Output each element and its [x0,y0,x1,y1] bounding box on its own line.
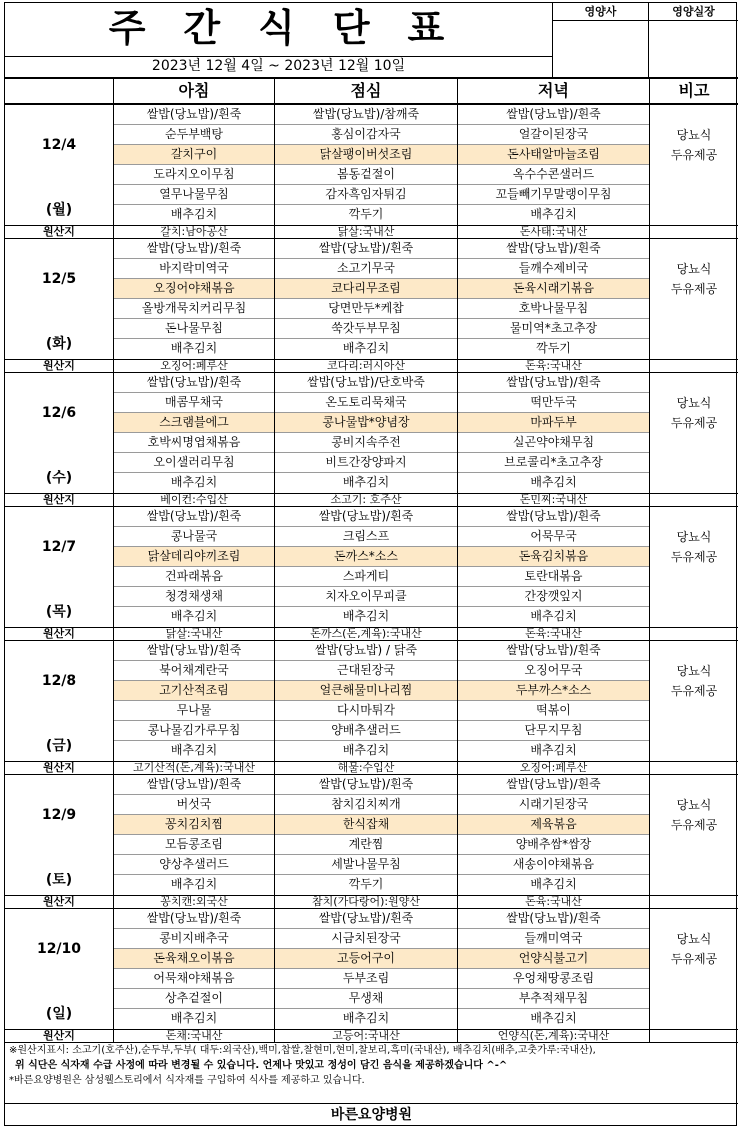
origin-row [5,359,738,373]
dinner-column [457,105,649,225]
dinner-menu-item: 시래기된장국 [458,795,649,815]
origin-row [5,627,738,641]
column-header-label [5,77,113,105]
lunch-menu-item: 콩비지속주전 [275,433,457,453]
note-item [650,641,738,661]
day-block [5,239,738,373]
breakfast-column [113,373,274,493]
dinner-menu-item: 배추김치 [530,609,577,623]
dinner-menu-item: 배추김치 [530,475,577,489]
day-label-cell [5,909,113,1029]
breakfast-menu-item: 오징어야채볶음 [114,279,274,299]
origin-row [5,761,738,775]
dinner-column [457,507,649,627]
note-item [650,909,738,929]
lunch-menu-item: 당면만두*케찹 [275,299,457,319]
origin-dinner: 돈육:국내산 [457,896,649,909]
origin-lunch: 돈까스(돈,계육):국내산 [274,628,457,641]
day-block [5,909,738,1043]
breakfast-menu-item: 열무나물무침 [114,185,274,205]
origin-label: 원산지 [43,1029,75,1042]
dinner-menu-item: 돈사태알마늘조림 [458,145,649,165]
dinner-menu-item: 떡만두국 [458,393,649,413]
origin-lunch: 고등어:국내산 [274,1030,457,1043]
dinner-menu-item: 토란대볶음 [458,567,649,587]
origin-note-empty [649,762,738,775]
lunch-column [274,239,457,359]
breakfast-column [113,239,274,359]
dinner-menu-item: 꼬들빼기무말랭이무침 [458,185,649,205]
origin-breakfast: 닭살:국내산 [113,628,274,641]
lunch-menu-item: 배추김치 [342,743,390,757]
lunch-menu-item: 쌀밥(당뇨밥)/흰죽 [275,239,457,259]
origin-label: 원산지 [43,225,75,238]
lunch-menu-item: 배추김치 [342,341,390,355]
lunch-menu-item: 봄동겉절이 [275,165,457,185]
breakfast-menu-item: 어묵채야채볶음 [114,969,274,989]
dinner-menu-item: 쌀밥(당뇨밥)/흰죽 [458,775,649,795]
origin-dinner: 돈육:국내산 [457,628,649,641]
breakfast-menu-item: 오이샐러리무침 [114,453,274,473]
note-item: 두유제공 [670,550,718,564]
dinner-menu-item: 돈육시래기볶음 [458,279,649,299]
breakfast-menu-item: 콩나물김가루무침 [114,721,274,741]
day-block [5,641,738,775]
day-weekday: (금) [45,738,73,754]
lunch-menu-item: 다시마튀각 [275,701,457,721]
origin-dinner: 돈사태:국내산 [457,226,649,239]
breakfast-menu-item: 배추김치 [170,341,218,355]
breakfast-menu-item: 고기산적조림 [114,681,274,701]
dinner-menu-item: 호박나물무침 [458,299,649,319]
menu-sheet [4,2,737,1126]
breakfast-menu-item: 배추김치 [170,743,218,757]
dinner-menu-item: 오징어무국 [458,661,649,681]
dinner-menu-item: 새송이야채볶음 [458,855,649,875]
breakfast-column [113,105,274,225]
day-label-cell [5,507,113,627]
dinner-menu-item: 두부까스*소스 [458,681,649,701]
day-weekday: (수) [45,470,73,486]
lunch-menu-item: 참치김치찌개 [275,795,457,815]
origin-label: 원산지 [43,493,75,506]
origin-note-empty [649,896,738,909]
page-title: 주간식단표 [108,6,483,50]
note-column [649,775,738,895]
note-item: 두유제공 [670,684,718,698]
footer-notice: 위 식단은 식자재 수급 사정에 따라 변경될 수 있습니다. 언제나 맛있고 정성이 담긴 음식을 제공하겠습니다 ^-^ [15,1060,508,1071]
origin-label: 원산지 [43,761,75,774]
dinner-menu-item: 물미역*초고추장 [458,319,649,339]
breakfast-menu-item: 배추김치 [170,207,218,221]
origin-note-empty [649,494,738,507]
origin-lunch: 닭살:국내산 [274,226,457,239]
note-column [649,105,738,225]
dinner-menu-item: 쌀밥(당뇨밥)/흰죽 [458,239,649,259]
day-date: 12/5 [41,271,77,287]
breakfast-menu-item: 콩나물국 [114,527,274,547]
lunch-menu-item: 쌀밥(당뇨밥)/참깨죽 [275,105,457,125]
lunch-column [274,641,457,761]
origin-dinner: 언양식(돈,계육):국내산 [457,1030,649,1043]
breakfast-column [113,641,274,761]
origin-label: 원산지 [43,627,75,640]
note-item: 두유제공 [670,148,718,162]
note-item: 당뇨식 [676,530,712,544]
origin-breakfast: 갈치:남아공산 [113,226,274,239]
breakfast-menu-item: 배추김치 [170,609,218,623]
day-date: 12/6 [41,405,77,421]
lunch-menu-item: 배추김치 [342,609,390,623]
lunch-menu-item: 시금치된장국 [275,929,457,949]
lunch-menu-item: 세발나물무침 [275,855,457,875]
dinner-menu-item: 부추적채무침 [458,989,649,1009]
note-column [649,909,738,1029]
lunch-menu-item: 깍두기 [348,877,384,891]
lunch-menu-item: 쌀밥(당뇨밥) / 닭죽 [275,641,457,661]
breakfast-menu-item: 쌀밥(당뇨밥)/흰죽 [114,105,274,125]
origin-note-empty [649,226,738,239]
origin-dinner: 오징어:페루산 [457,762,649,775]
day-date: 12/10 [36,941,82,957]
day-weekday: (목) [45,604,73,620]
breakfast-menu-item: 상추겉절이 [114,989,274,1009]
day-block [5,373,738,507]
dinner-menu-item: 쌀밥(당뇨밥)/흰죽 [458,507,649,527]
dinner-menu-item: 간장깻잎지 [458,587,649,607]
origin-dinner: 돈민찌:국내산 [457,494,649,507]
lunch-menu-item: 배추김치 [342,1011,390,1025]
breakfast-menu-item: 콩비지배추국 [114,929,274,949]
breakfast-menu-item: 무나물 [114,701,274,721]
day-date: 12/9 [41,807,77,823]
approval-box-chief [649,3,738,77]
lunch-menu-item: 크림스프 [275,527,457,547]
day-label-cell [5,105,113,225]
breakfast-column [113,909,274,1029]
lunch-menu-item: 닭살팽이버섯조림 [275,145,457,165]
lunch-menu-item: 두부조림 [275,969,457,989]
breakfast-menu-item: 쌀밥(당뇨밥)/흰죽 [114,507,274,527]
breakfast-menu-item: 닭살데리야끼조림 [114,547,274,567]
note-item [650,775,738,795]
lunch-menu-item: 콩나물밥*양념장 [275,413,457,433]
note-item: 당뇨식 [676,664,712,678]
dinner-menu-item: 얼갈이된장국 [458,125,649,145]
lunch-menu-item: 스파게티 [275,567,457,587]
dinner-menu-item: 쌀밥(당뇨밥)/흰죽 [458,373,649,393]
note-item [650,507,738,527]
lunch-menu-item: 깍두기 [348,207,384,221]
dinner-menu-item: 쌀밥(당뇨밥)/흰죽 [458,909,649,929]
lunch-menu-item: 고등어구이 [275,949,457,969]
dinner-menu-item: 쌀밥(당뇨밥)/흰죽 [458,641,649,661]
column-header-lunch: 점심 [274,77,457,105]
day-date: 12/4 [41,137,77,153]
note-item: 당뇨식 [676,262,712,276]
breakfast-menu-item: 양상추샐러드 [114,855,274,875]
origin-breakfast: 꽁치캔:외국산 [113,896,274,909]
dinner-menu-item: 들깨수제비국 [458,259,649,279]
lunch-menu-item: 돈까스*소스 [275,547,457,567]
day-block [5,105,738,239]
dinner-column [457,909,649,1029]
lunch-menu-item: 코다리무조림 [275,279,457,299]
lunch-menu-item: 한식잡채 [275,815,457,835]
lunch-menu-item: 얼큰해물미나리찜 [275,681,457,701]
note-column [649,239,738,359]
dinner-menu-item: 배추김치 [530,877,577,891]
note-item [650,239,738,259]
breakfast-menu-item: 쌀밥(당뇨밥)/흰죽 [114,373,274,393]
origin-lunch: 소고기: 호주산 [274,494,457,507]
origin-note-empty [649,1030,738,1043]
dinner-menu-item: 깍두기 [536,341,571,355]
dinner-menu-item: 배추김치 [530,1011,577,1025]
note-item [650,373,738,393]
breakfast-menu-item: 청경채생채 [114,587,274,607]
lunch-menu-item: 쑥갓두부무침 [275,319,457,339]
breakfast-menu-item: 돈육채오이볶음 [114,949,274,969]
footer-origin-note: ※원산지표시: 소고기(호주산),순두부,두부( 대두:외국산),백미,찹쌀,찰현미,현미,찰보리,흑미(국내산), 배추김치(배추,고춧가루:국내산), [9,1045,596,1056]
approval-label-dietitian: 영양사 [553,3,648,21]
breakfast-menu-item: 북어채계란국 [114,661,274,681]
hospital-name: 바른요양병원 [5,1103,738,1127]
origin-row [5,225,738,239]
origin-note-empty [649,360,738,373]
origin-row [5,1029,738,1043]
lunch-column [274,373,457,493]
lunch-column [274,909,457,1029]
breakfast-menu-item: 배추김치 [170,877,218,891]
note-item: 당뇨식 [676,932,712,946]
note-item: 두유제공 [670,952,718,966]
breakfast-menu-item: 건파래볶음 [114,567,274,587]
dinner-menu-item: 실곤약야채무침 [458,433,649,453]
lunch-menu-item: 쌀밥(당뇨밥)/단호박죽 [275,373,457,393]
dinner-menu-item: 언양식불고기 [458,949,649,969]
day-label-cell [5,373,113,493]
footer-supplier: *바른요양병원은 삼성웰스토리에서 식자재를 구입하여 식사를 제공하고 있습니다. [9,1075,365,1086]
breakfast-menu-item: 돈나물무침 [114,319,274,339]
breakfast-menu-item: 쌀밥(당뇨밥)/흰죽 [114,775,274,795]
column-header-note: 비고 [649,77,738,105]
note-item: 당뇨식 [676,128,712,142]
note-column [649,641,738,761]
note-item: 당뇨식 [676,798,712,812]
origin-breakfast: 고기산적(돈,계육):국내산 [113,762,274,775]
breakfast-menu-item: 배추김치 [170,475,218,489]
breakfast-menu-item: 순두부백탕 [114,125,274,145]
breakfast-column [113,507,274,627]
lunch-menu-item: 홍심이감자국 [275,125,457,145]
lunch-column [274,105,457,225]
day-weekday: (일) [45,1006,73,1022]
breakfast-menu-item: 쌀밥(당뇨밥)/흰죽 [114,641,274,661]
lunch-column [274,775,457,895]
origin-note-empty [649,628,738,641]
breakfast-menu-item: 도라지오이무침 [114,165,274,185]
dinner-menu-item: 양배추쌈*쌈장 [458,835,649,855]
lunch-column [274,507,457,627]
breakfast-menu-item: 매콤무채국 [114,393,274,413]
day-block [5,507,738,641]
note-column [649,507,738,627]
day-date: 12/8 [41,673,77,689]
dinner-menu-item: 쌀밥(당뇨밥)/흰죽 [458,105,649,125]
dinner-menu-item: 배추김치 [530,207,577,221]
title-area [5,3,553,57]
lunch-menu-item: 쌀밥(당뇨밥)/흰죽 [275,507,457,527]
origin-label: 원산지 [43,895,75,908]
footer [5,1043,738,1127]
origin-lunch: 코다리:러시아산 [274,360,457,373]
dinner-menu-item: 단무지무침 [458,721,649,741]
dinner-column [457,239,649,359]
note-item: 두유제공 [670,818,718,832]
breakfast-menu-item: 스크램블에그 [114,413,274,433]
approval-box-dietitian [553,3,649,77]
note-column [649,373,738,493]
dinner-menu-item: 우엉채땅콩조림 [458,969,649,989]
note-item: 두유제공 [670,282,718,296]
lunch-menu-item: 온도토리묵채국 [275,393,457,413]
day-label-cell [5,775,113,895]
approval-label-chief: 영양실장 [649,3,738,21]
origin-dinner: 돈육:국내산 [457,360,649,373]
breakfast-menu-item: 올방개묵치커리무침 [114,299,274,319]
dinner-menu-item: 돈육김치볶음 [458,547,649,567]
lunch-menu-item: 비트간장양파지 [275,453,457,473]
breakfast-menu-item: 갈치구이 [114,145,274,165]
lunch-menu-item: 근대된장국 [275,661,457,681]
dinner-column [457,641,649,761]
day-label-cell [5,641,113,761]
breakfast-menu-item: 모듬콩조림 [114,835,274,855]
breakfast-menu-item: 버섯국 [114,795,274,815]
day-weekday: (화) [45,336,73,352]
breakfast-column [113,775,274,895]
origin-breakfast: 베이컨:수입산 [113,494,274,507]
breakfast-menu-item: 쌀밥(당뇨밥)/흰죽 [114,239,274,259]
origin-label: 원산지 [43,359,75,372]
dinner-menu-item: 배추김치 [530,743,577,757]
dinner-menu-item: 브로콜리*초고추장 [458,453,649,473]
origin-row [5,493,738,507]
lunch-menu-item: 무생채 [275,989,457,1009]
note-item: 당뇨식 [676,396,712,410]
lunch-menu-item: 양배추샐러드 [275,721,457,741]
dinner-menu-item: 들깨미역국 [458,929,649,949]
dinner-menu-item: 떡볶이 [458,701,649,721]
dinner-column [457,775,649,895]
breakfast-menu-item: 호박씨명엽채볶음 [114,433,274,453]
day-label-cell [5,239,113,359]
breakfast-menu-item: 바지락미역국 [114,259,274,279]
note-item [650,105,738,125]
lunch-menu-item: 쌀밥(당뇨밥)/흰죽 [275,909,457,929]
day-weekday: (토) [45,872,73,888]
dinner-menu-item: 제육볶음 [458,815,649,835]
dinner-column [457,373,649,493]
origin-row [5,895,738,909]
note-item: 두유제공 [670,416,718,430]
dinner-menu-item: 옥수수콘샐러드 [458,165,649,185]
lunch-menu-item: 감자흑임자튀김 [275,185,457,205]
lunch-menu-item: 쌀밥(당뇨밥)/흰죽 [275,775,457,795]
breakfast-menu-item: 쌀밥(당뇨밥)/흰죽 [114,909,274,929]
breakfast-menu-item: 꽁치김치찜 [114,815,274,835]
origin-breakfast: 오징어:페루산 [113,360,274,373]
lunch-menu-item: 계란찜 [275,835,457,855]
column-header-breakfast: 아침 [113,77,274,105]
breakfast-menu-item: 배추김치 [170,1011,218,1025]
dinner-menu-item: 어묵무국 [458,527,649,547]
origin-lunch: 해물:수입산 [274,762,457,775]
lunch-menu-item: 소고기무국 [275,259,457,279]
day-date: 12/7 [41,539,77,555]
day-block [5,775,738,909]
origin-breakfast: 돈채:국내산 [113,1030,274,1043]
lunch-menu-item: 배추김치 [342,475,390,489]
date-range: 2023년 12월 4일 ~ 2023년 12월 10일 [5,57,553,77]
day-weekday: (월) [45,202,73,218]
lunch-menu-item: 치자오이무피클 [275,587,457,607]
origin-lunch: 참치(가다랑어):원양산 [274,896,457,909]
column-header-dinner: 저녁 [457,77,649,105]
dinner-menu-item: 마파두부 [458,413,649,433]
